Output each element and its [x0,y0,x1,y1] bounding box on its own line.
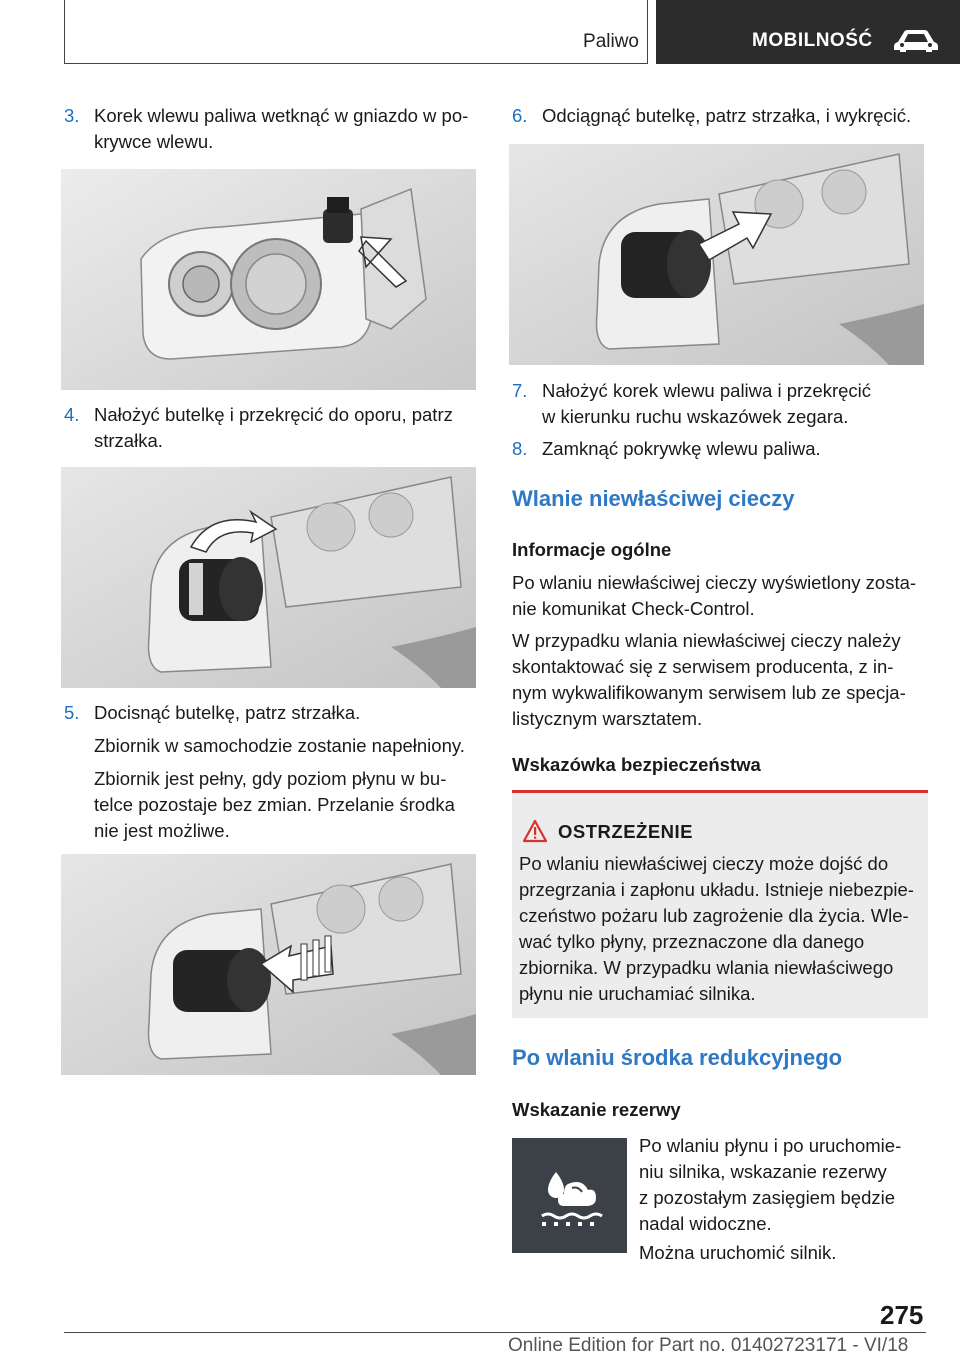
step-note: nie jest możliwe. [94,820,230,841]
step-7 [512,378,932,432]
step-number: 7. [512,380,528,401]
step-3 [64,103,479,157]
step-number: 3. [64,105,80,126]
step-8 [512,436,932,464]
step-number: 8. [512,438,528,459]
header-chapter-box [656,0,960,64]
fuel-reserve-warning-icon [512,1138,627,1253]
chapter-title: MOBILNOŚĆ [752,30,873,51]
heading-after-reductant: Po wlaniu środka redukcyjnego [512,1045,843,1070]
step-number: 6. [512,105,528,126]
bottle-press-illustration [61,854,476,1075]
edition-label: Online Edition for Part no. 01402723171 - VI/18 [508,1335,909,1356]
step-6 [512,103,932,131]
page-number: 275 [880,1300,924,1330]
subheading-safety: Wskazówka bezpieczeństwa [512,754,761,775]
fuel-cap-insert-illustration [61,169,476,390]
warning-title: OSTRZEŻENIE [558,821,694,842]
step-text: Nałożyć korek wlewu paliwa i przekręcić [542,380,871,401]
warning-text: Po wlaniu niewłaściwej cieczy może dojść do przegrzania i zapłonu układu. Istnieje niebezpie‐ czeństwo pożaru lub zagrożenie dla życia. Wle‐ wać tylko płyny, przeznaczone dla danego zbiornika. W przypadku wlania niewłaściwego płynu nie uruchamiać silnika. [519,853,914,1004]
paragraph: Po wlaniu niewłaściwej cieczy wyświetlony zosta‐ nie komunikat Check-Control. [512,572,917,619]
step-note: Zbiornik w samochodzie zostanie napełniony. [94,735,465,756]
warning-triangle-icon [522,819,548,843]
step-number: 5. [64,702,80,723]
step-text: Docisnąć butelkę, patrz strzałka. [94,702,361,723]
step-note: telce pozostaje bez zmian. Przelanie środka [94,794,455,815]
bottle-remove-illustration [509,144,924,365]
subheading-reserve: Wskazanie rezerwy [512,1099,681,1120]
car-icon [892,28,940,54]
paragraph: W przypadku wlania niewłaściwej cieczy należy skontaktować się z serwisem producenta, z in‐ nym wykwalifikowanym serwisem lub ze specja‐ listycznym warsztatem. [512,630,906,729]
subheading-general: Informacje ogólne [512,539,672,560]
heading-wrong-liquid: Wlanie niewłaściwej cieczy [512,486,795,511]
step-text: Nałożyć butelkę i przekręcić do oporu, patrz [94,404,453,425]
step-text: strzałka. [94,430,163,451]
footer-divider [64,1332,926,1333]
step-5 [64,700,479,840]
step-number: 4. [64,404,80,425]
step-note: Zbiornik jest pełny, gdy poziom płynu w bu‐ [94,768,447,789]
step-text: Zamknąć pokrywkę wlewu paliwa. [542,438,821,459]
warning-box [512,790,928,1018]
paragraph: Po wlaniu płynu i po uruchomie‐ niu silnika, wskazanie rezerwy z pozostałym zasięgiem będzie nadal widoczne. [639,1135,902,1234]
step-text: Odciągnąć butelkę, patrz strzałka, i wykręcić. [542,105,912,126]
section-title: Paliwo [583,31,639,52]
paragraph: Można uruchomić silnik. [639,1242,837,1263]
bottle-attach-illustration [61,467,476,688]
step-text: krywce wlewu. [94,131,214,152]
header-section-box [64,0,648,64]
step-text: Korek wlewu paliwa wetknąć w gniazdo w po‐ [94,105,469,126]
step-text: w kierunku ruchu wskazówek zegara. [542,406,849,427]
step-4 [64,402,479,456]
